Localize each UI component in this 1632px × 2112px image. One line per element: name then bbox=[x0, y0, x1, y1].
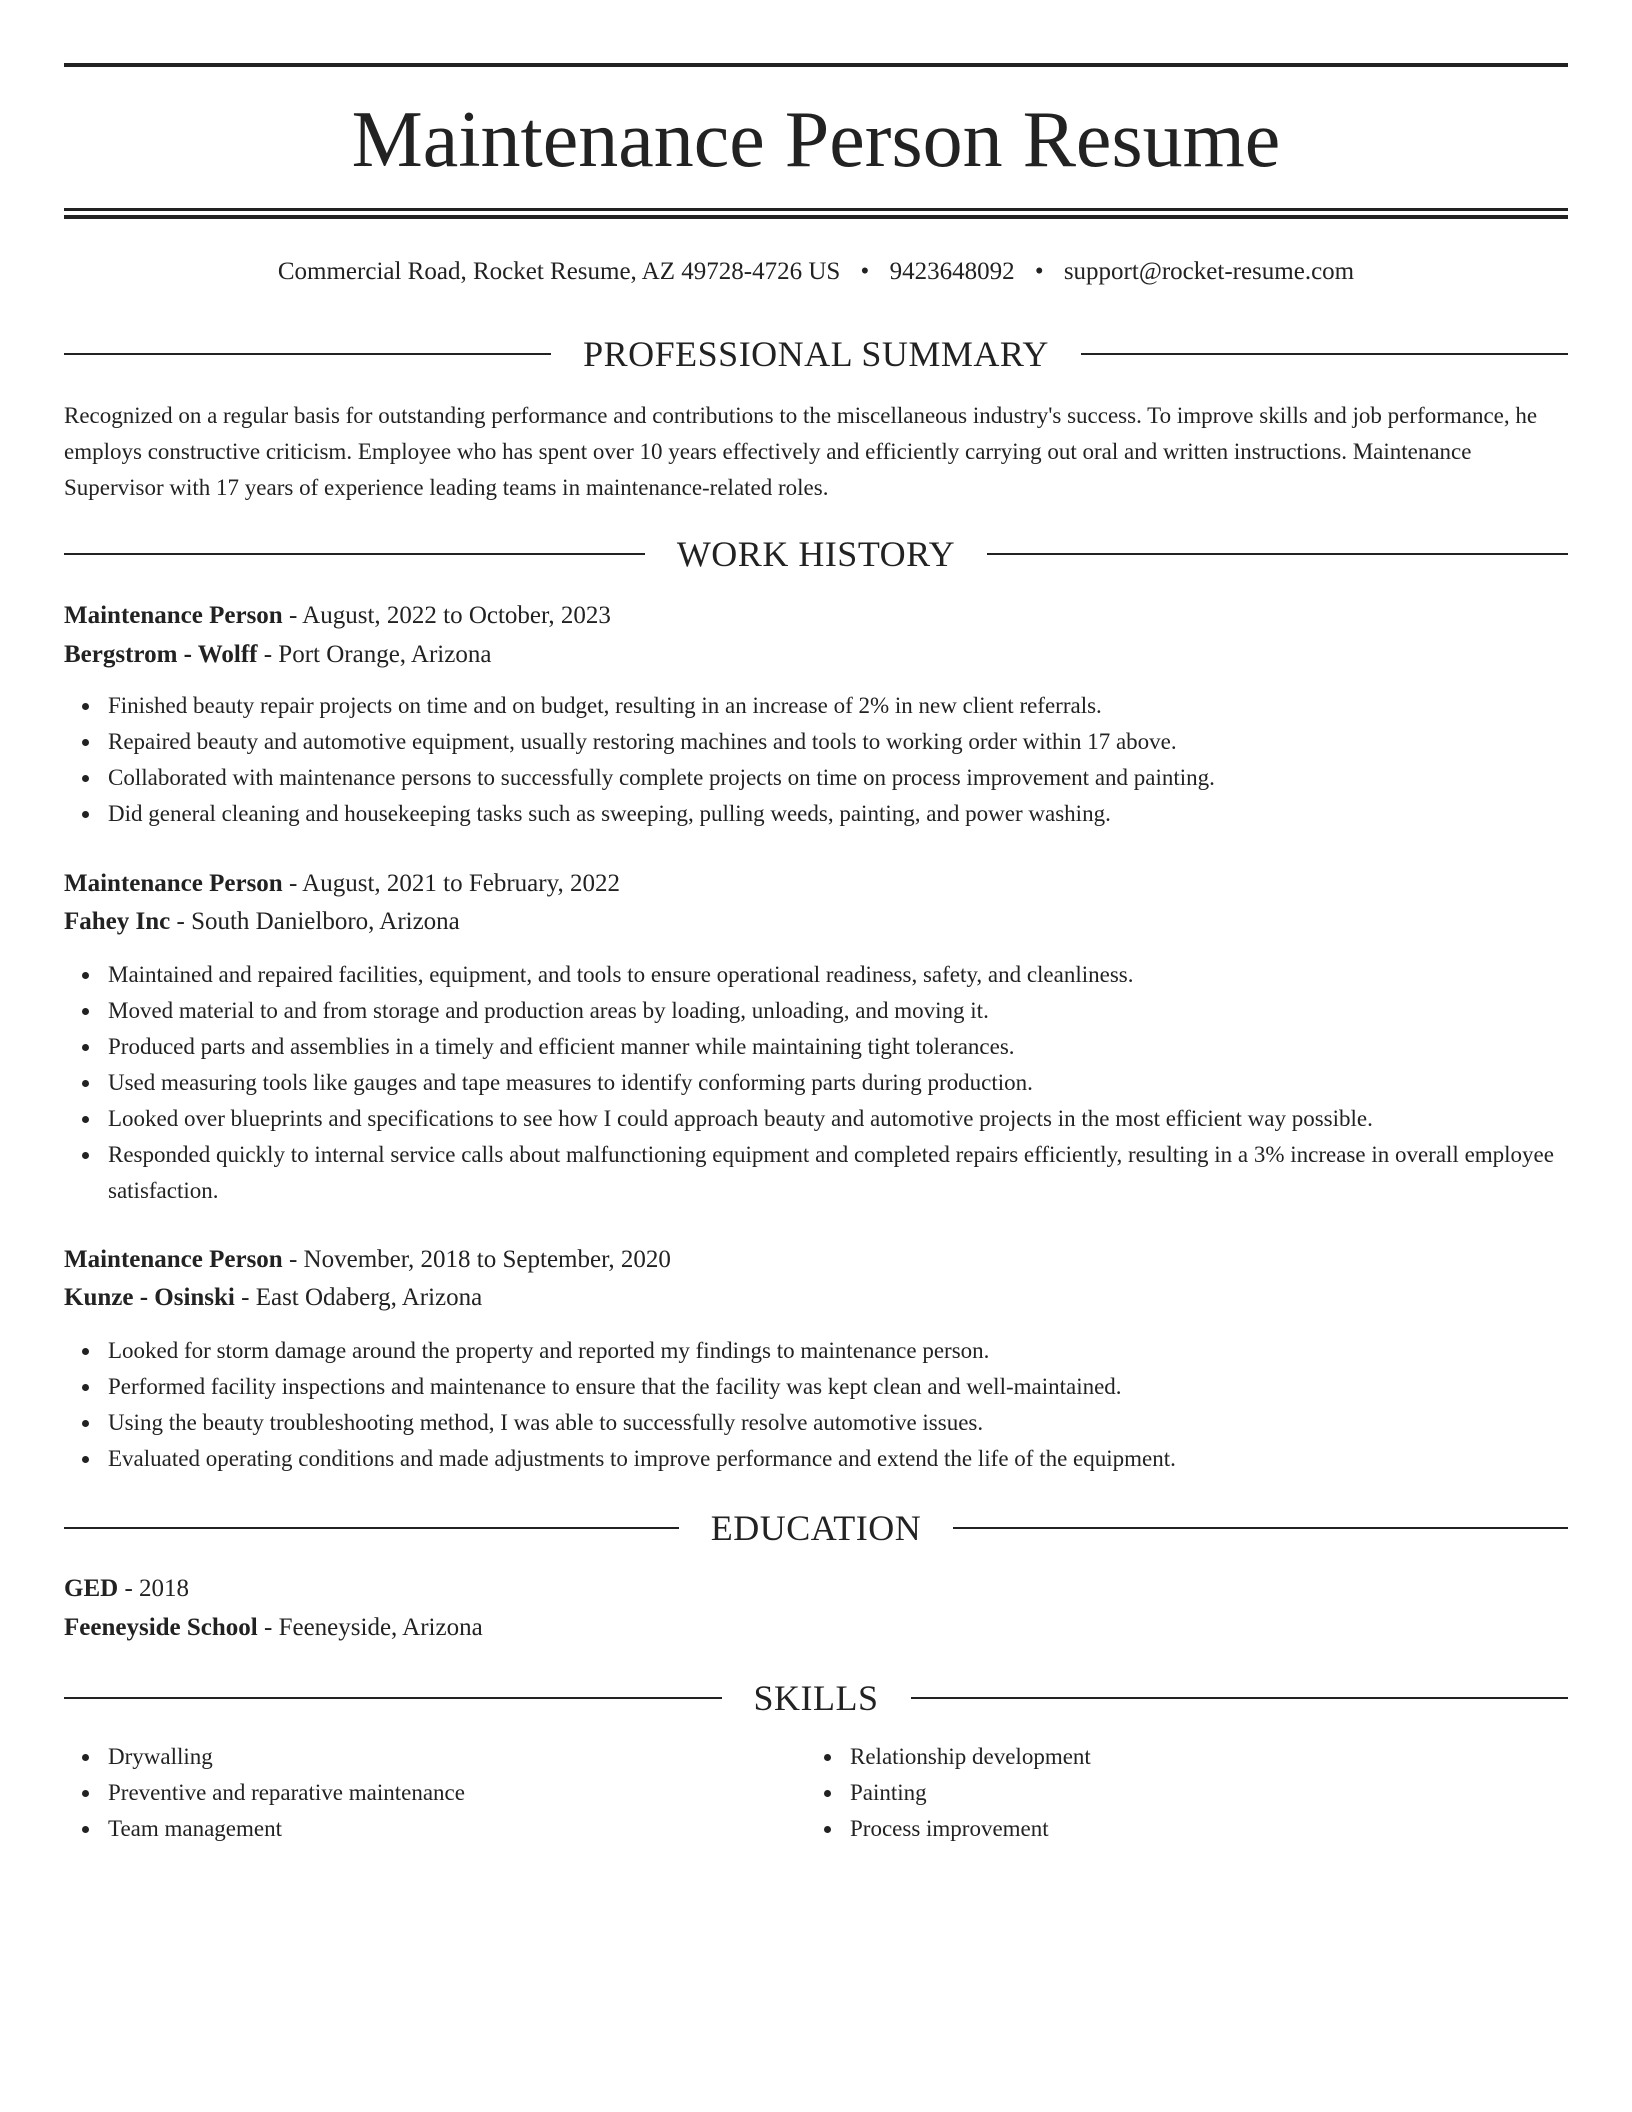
list-item: Maintained and repaired facilities, equipment, and tools to ensure operational readiness, safety, and cleanliness. bbox=[108, 957, 1568, 993]
section-title: SKILLS bbox=[753, 1678, 879, 1718]
list-item: Collaborated with maintenance persons to successfully complete projects on time on process improvement and painting. bbox=[108, 760, 1568, 796]
job-dates: - August, 2021 to February, 2022 bbox=[282, 870, 620, 897]
title-rule-lower bbox=[64, 215, 1568, 219]
education-school-line bbox=[64, 1610, 483, 1646]
section-heading-education bbox=[64, 1506, 1568, 1550]
contact-phone: 9423648092 bbox=[889, 258, 1015, 285]
skill-item: Team management bbox=[108, 1811, 808, 1847]
skill-item: Preventive and reparative maintenance bbox=[108, 1775, 808, 1811]
section-heading-work-history bbox=[64, 532, 1568, 576]
skill-item: Relationship development bbox=[850, 1739, 1550, 1775]
heading-rule bbox=[64, 1527, 679, 1529]
job-bullets bbox=[64, 957, 1568, 1209]
job-title-line bbox=[64, 866, 620, 902]
heading-rule bbox=[911, 1697, 1569, 1699]
page-title: Maintenance Person Resume bbox=[351, 96, 1281, 184]
job-title: Maintenance Person bbox=[64, 1246, 283, 1273]
summary-text: Recognized on a regular basis for outstanding performance and contributions to the miscellaneous industry's success. To improve skills and job performance, he employs constructive criticism. Employee who has spent over 10 years effectively and efficiently carrying out oral and written instructions. Maintenance Supervisor with 17 years of experience leading teams in maintenance-related roles. bbox=[64, 403, 1538, 500]
skill-item: Painting bbox=[850, 1775, 1550, 1811]
section-heading-summary bbox=[64, 332, 1568, 376]
list-item: Evaluated operating conditions and made adjustments to improve performance and extend the life of the equipment. bbox=[108, 1441, 1568, 1477]
job-dates: - November, 2018 to September, 2020 bbox=[282, 1246, 671, 1273]
job-bullets bbox=[64, 1333, 1568, 1477]
job-company: Bergstrom - Wolff bbox=[64, 641, 258, 668]
heading-rule bbox=[64, 1697, 722, 1699]
heading-rule bbox=[1081, 353, 1568, 355]
title-rule-upper bbox=[64, 208, 1568, 211]
job-company-line bbox=[64, 1280, 482, 1316]
list-item: Looked over blueprints and specifications to see how I could approach beauty and automotive projects in the most efficient way possible. bbox=[108, 1101, 1568, 1137]
job-location: - East Odaberg, Arizona bbox=[234, 1284, 483, 1311]
job-title-line bbox=[64, 598, 611, 634]
education-degree-line bbox=[64, 1571, 189, 1607]
job-title-line bbox=[64, 1242, 671, 1278]
education-year: - 2018 bbox=[118, 1575, 190, 1602]
section-title: EDUCATION bbox=[710, 1508, 922, 1548]
section-title: WORK HISTORY bbox=[676, 534, 956, 574]
list-item: Used measuring tools like gauges and tape measures to identify conforming parts during production. bbox=[108, 1065, 1568, 1101]
skills-list-right bbox=[806, 1739, 1550, 1847]
heading-rule bbox=[953, 1527, 1568, 1529]
heading-rule bbox=[64, 553, 645, 555]
list-item: Did general cleaning and housekeeping tasks such as sweeping, pulling weeds, painting, and power washing. bbox=[108, 796, 1568, 832]
list-item: Using the beauty troubleshooting method, I was able to successfully resolve automotive issues. bbox=[108, 1405, 1568, 1441]
list-item: Performed facility inspections and maintenance to ensure that the facility was kept clean and well-maintained. bbox=[108, 1369, 1568, 1405]
list-item: Produced parts and assemblies in a timely and efficient manner while maintaining tight tolerances. bbox=[108, 1029, 1568, 1065]
job-company: Kunze - Osinski bbox=[64, 1284, 235, 1311]
list-item: Finished beauty repair projects on time and on budget, resulting in an increase of 2% in new client referrals. bbox=[108, 688, 1568, 724]
job-company: Fahey Inc bbox=[64, 908, 171, 935]
job-company-line bbox=[64, 904, 460, 940]
job-dates: - August, 2022 to October, 2023 bbox=[282, 602, 611, 629]
heading-rule bbox=[987, 553, 1568, 555]
contact-email: support@rocket-resume.com bbox=[1063, 258, 1355, 285]
education-location: - Feeneyside, Arizona bbox=[257, 1614, 483, 1641]
section-title: PROFESSIONAL SUMMARY bbox=[583, 334, 1049, 374]
job-title: Maintenance Person bbox=[64, 602, 283, 629]
education-degree: GED bbox=[64, 1575, 119, 1602]
job-title: Maintenance Person bbox=[64, 870, 283, 897]
contact-address: Commercial Road, Rocket Resume, AZ 49728-4726 US bbox=[277, 258, 841, 285]
job-location: - Port Orange, Arizona bbox=[257, 641, 492, 668]
education-school: Feeneyside School bbox=[64, 1614, 258, 1641]
section-heading-skills bbox=[64, 1676, 1568, 1720]
list-item: Looked for storm damage around the property and reported my findings to maintenance person. bbox=[108, 1333, 1568, 1369]
job-company-line bbox=[64, 637, 491, 673]
top-rule bbox=[64, 63, 1568, 67]
skill-item: Drywalling bbox=[108, 1739, 808, 1775]
contact-line bbox=[64, 255, 1568, 289]
list-item: Moved material to and from storage and production areas by loading, unloading, and moving it. bbox=[108, 993, 1568, 1029]
list-item: Repaired beauty and automotive equipment, usually restoring machines and tools to working order within 17 above. bbox=[108, 724, 1568, 760]
skills-list-left bbox=[64, 1739, 808, 1847]
job-location: - South Danielboro, Arizona bbox=[170, 908, 460, 935]
heading-rule bbox=[64, 353, 551, 355]
job-bullets bbox=[64, 688, 1568, 832]
skill-item: Process improvement bbox=[850, 1811, 1550, 1847]
contact-separator: • bbox=[1034, 258, 1044, 285]
list-item: Responded quickly to internal service calls about malfunctioning equipment and completed repairs efficiently, resulting in a 3% increase in overall employee satisfaction. bbox=[108, 1137, 1568, 1209]
contact-separator: • bbox=[860, 258, 870, 285]
